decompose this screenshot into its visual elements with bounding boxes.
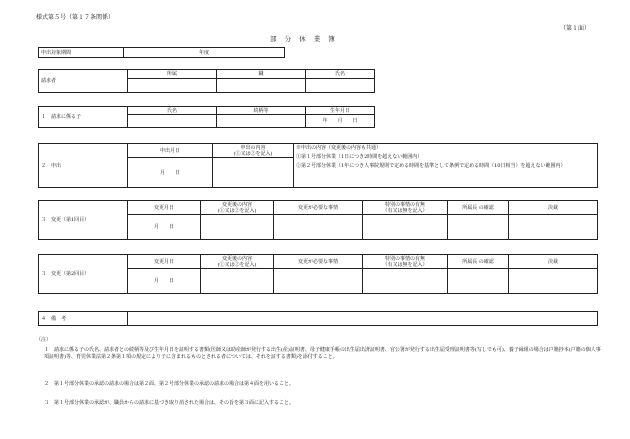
request-notes	[294, 144, 598, 188]
applicant-table	[38, 69, 375, 93]
change1-special-cell[interactable]	[363, 215, 448, 240]
change2-reason-cell[interactable]	[274, 269, 363, 294]
child-relation-cell[interactable]	[217, 115, 306, 128]
change1-reason-header: 変更が必要な事情	[274, 201, 363, 215]
applicant-dept-cell[interactable]	[128, 79, 217, 93]
change1-label: ３ 変更（第1回目）	[39, 201, 128, 240]
change1-approval-header: 決裁	[509, 201, 598, 215]
change2-date-header: 変更月日	[128, 255, 201, 269]
change2-table	[38, 254, 598, 294]
applicant-name-header: 氏名	[306, 70, 375, 79]
change2-date-cell[interactable]: 月 日	[128, 269, 201, 294]
application-period-value[interactable]: 年度	[124, 48, 285, 58]
note-item-2: ２ 第１号部分休業の承認の請求の場合は第２面、第２号部分休業の承認の請求の場合は第４面を用いること。	[44, 381, 295, 387]
child-birthdate-header: 生年月日	[306, 107, 375, 115]
request-note-heading: ※申出の内容（変更後の内容も共通）	[296, 145, 382, 151]
request-content-cell[interactable]	[213, 158, 294, 188]
change2-label: ３ 変更（第2回目）	[39, 255, 128, 294]
form-id: 様式第５号（第１７条関係）	[36, 14, 115, 21]
applicant-title-cell[interactable]	[217, 79, 306, 93]
request-content-header: 申出の内容 (①又は②を記入)	[213, 144, 294, 158]
page-title: 部 分 休 業 簿	[270, 35, 338, 43]
request-note-2: ②第２号部分休業（1年につき人事院規則で定める時間を基準として条例で定める時間（10日相当）を超えない範囲内）	[296, 163, 566, 169]
child-table	[38, 106, 375, 128]
change1-special-header: 特別の事情の有無 （有又は無を記入）	[363, 201, 448, 215]
change2-special-cell[interactable]	[363, 269, 448, 294]
change2-content-header: 変更後の内容 (①又は②を記入)	[201, 255, 274, 269]
application-period-table	[38, 47, 285, 58]
change2-approval-cell[interactable]	[509, 269, 598, 294]
note-item-3: ３ 第１号部分休業の承認が、職員からの請求に基づき取り消された場合は、その旨を第３面に記入すること。	[44, 400, 295, 406]
applicant-name-cell[interactable]	[306, 79, 375, 93]
applicant-label: 請求者	[39, 70, 128, 93]
page-label: （第１面）	[560, 25, 591, 32]
child-birthdate-cell[interactable]: 年 月 日	[306, 115, 375, 128]
child-label: １ 請求に係る子	[39, 107, 128, 128]
request-note-1: ①第１号部分休業（1日につき2時間を超えない範囲内）	[296, 154, 423, 160]
change1-content-header: 変更後の内容 (①又は②を記入)	[201, 201, 274, 215]
change1-date-header: 変更月日	[128, 201, 201, 215]
change1-content-cell[interactable]	[201, 215, 274, 240]
application-period-label: 申出対象期間	[39, 48, 124, 58]
change2-approval-header: 決裁	[509, 255, 598, 269]
child-name-cell[interactable]	[128, 115, 217, 128]
change1-confirm-cell[interactable]	[448, 215, 509, 240]
request-date-cell[interactable]: 月 日	[128, 158, 213, 188]
applicant-title-header: 職	[217, 70, 306, 79]
notes-heading: （注）	[36, 337, 52, 343]
change2-content-cell[interactable]	[201, 269, 274, 294]
note-item-1: １ 請求に係る子の氏名、請求者との続柄等及び生年月日を証明する書類(医師又は助産師が発行する出生(産)証明書、母子健康手帳の出生届出済証明書、官公署が発行する出生届受理証明書等(写しでも可)、養子縁組の場合は戸籍抄本(戸籍の個人事項証明書)等、育児休業法第２条第１項の規定により子に含まれるものとされる者については、それを証する書類)を添付すること。	[44, 347, 601, 360]
change1-reason-cell[interactable]	[274, 215, 363, 240]
remarks-table	[38, 311, 598, 326]
change2-reason-header: 変更が必要な事情	[274, 255, 363, 269]
change2-confirm-cell[interactable]	[448, 269, 509, 294]
child-name-header: 氏名	[128, 107, 217, 115]
child-relation-header: 続柄等	[217, 107, 306, 115]
change2-special-header: 特別の事情の有無 （有又は無を記入）	[363, 255, 448, 269]
change1-table	[38, 200, 598, 240]
change1-approval-cell[interactable]	[509, 215, 598, 240]
change1-confirm-header: 所属長 の確認	[448, 201, 509, 215]
remarks-label: ４ 備 考	[39, 312, 128, 326]
change2-confirm-header: 所属長 の確認	[448, 255, 509, 269]
applicant-dept-header: 所属	[128, 70, 217, 79]
remarks-cell[interactable]	[128, 312, 598, 326]
request-date-header: 申出月日	[128, 144, 213, 158]
change1-date-cell[interactable]: 月 日	[128, 215, 201, 240]
request-table	[38, 143, 598, 188]
request-label: ２ 申出	[39, 144, 128, 188]
